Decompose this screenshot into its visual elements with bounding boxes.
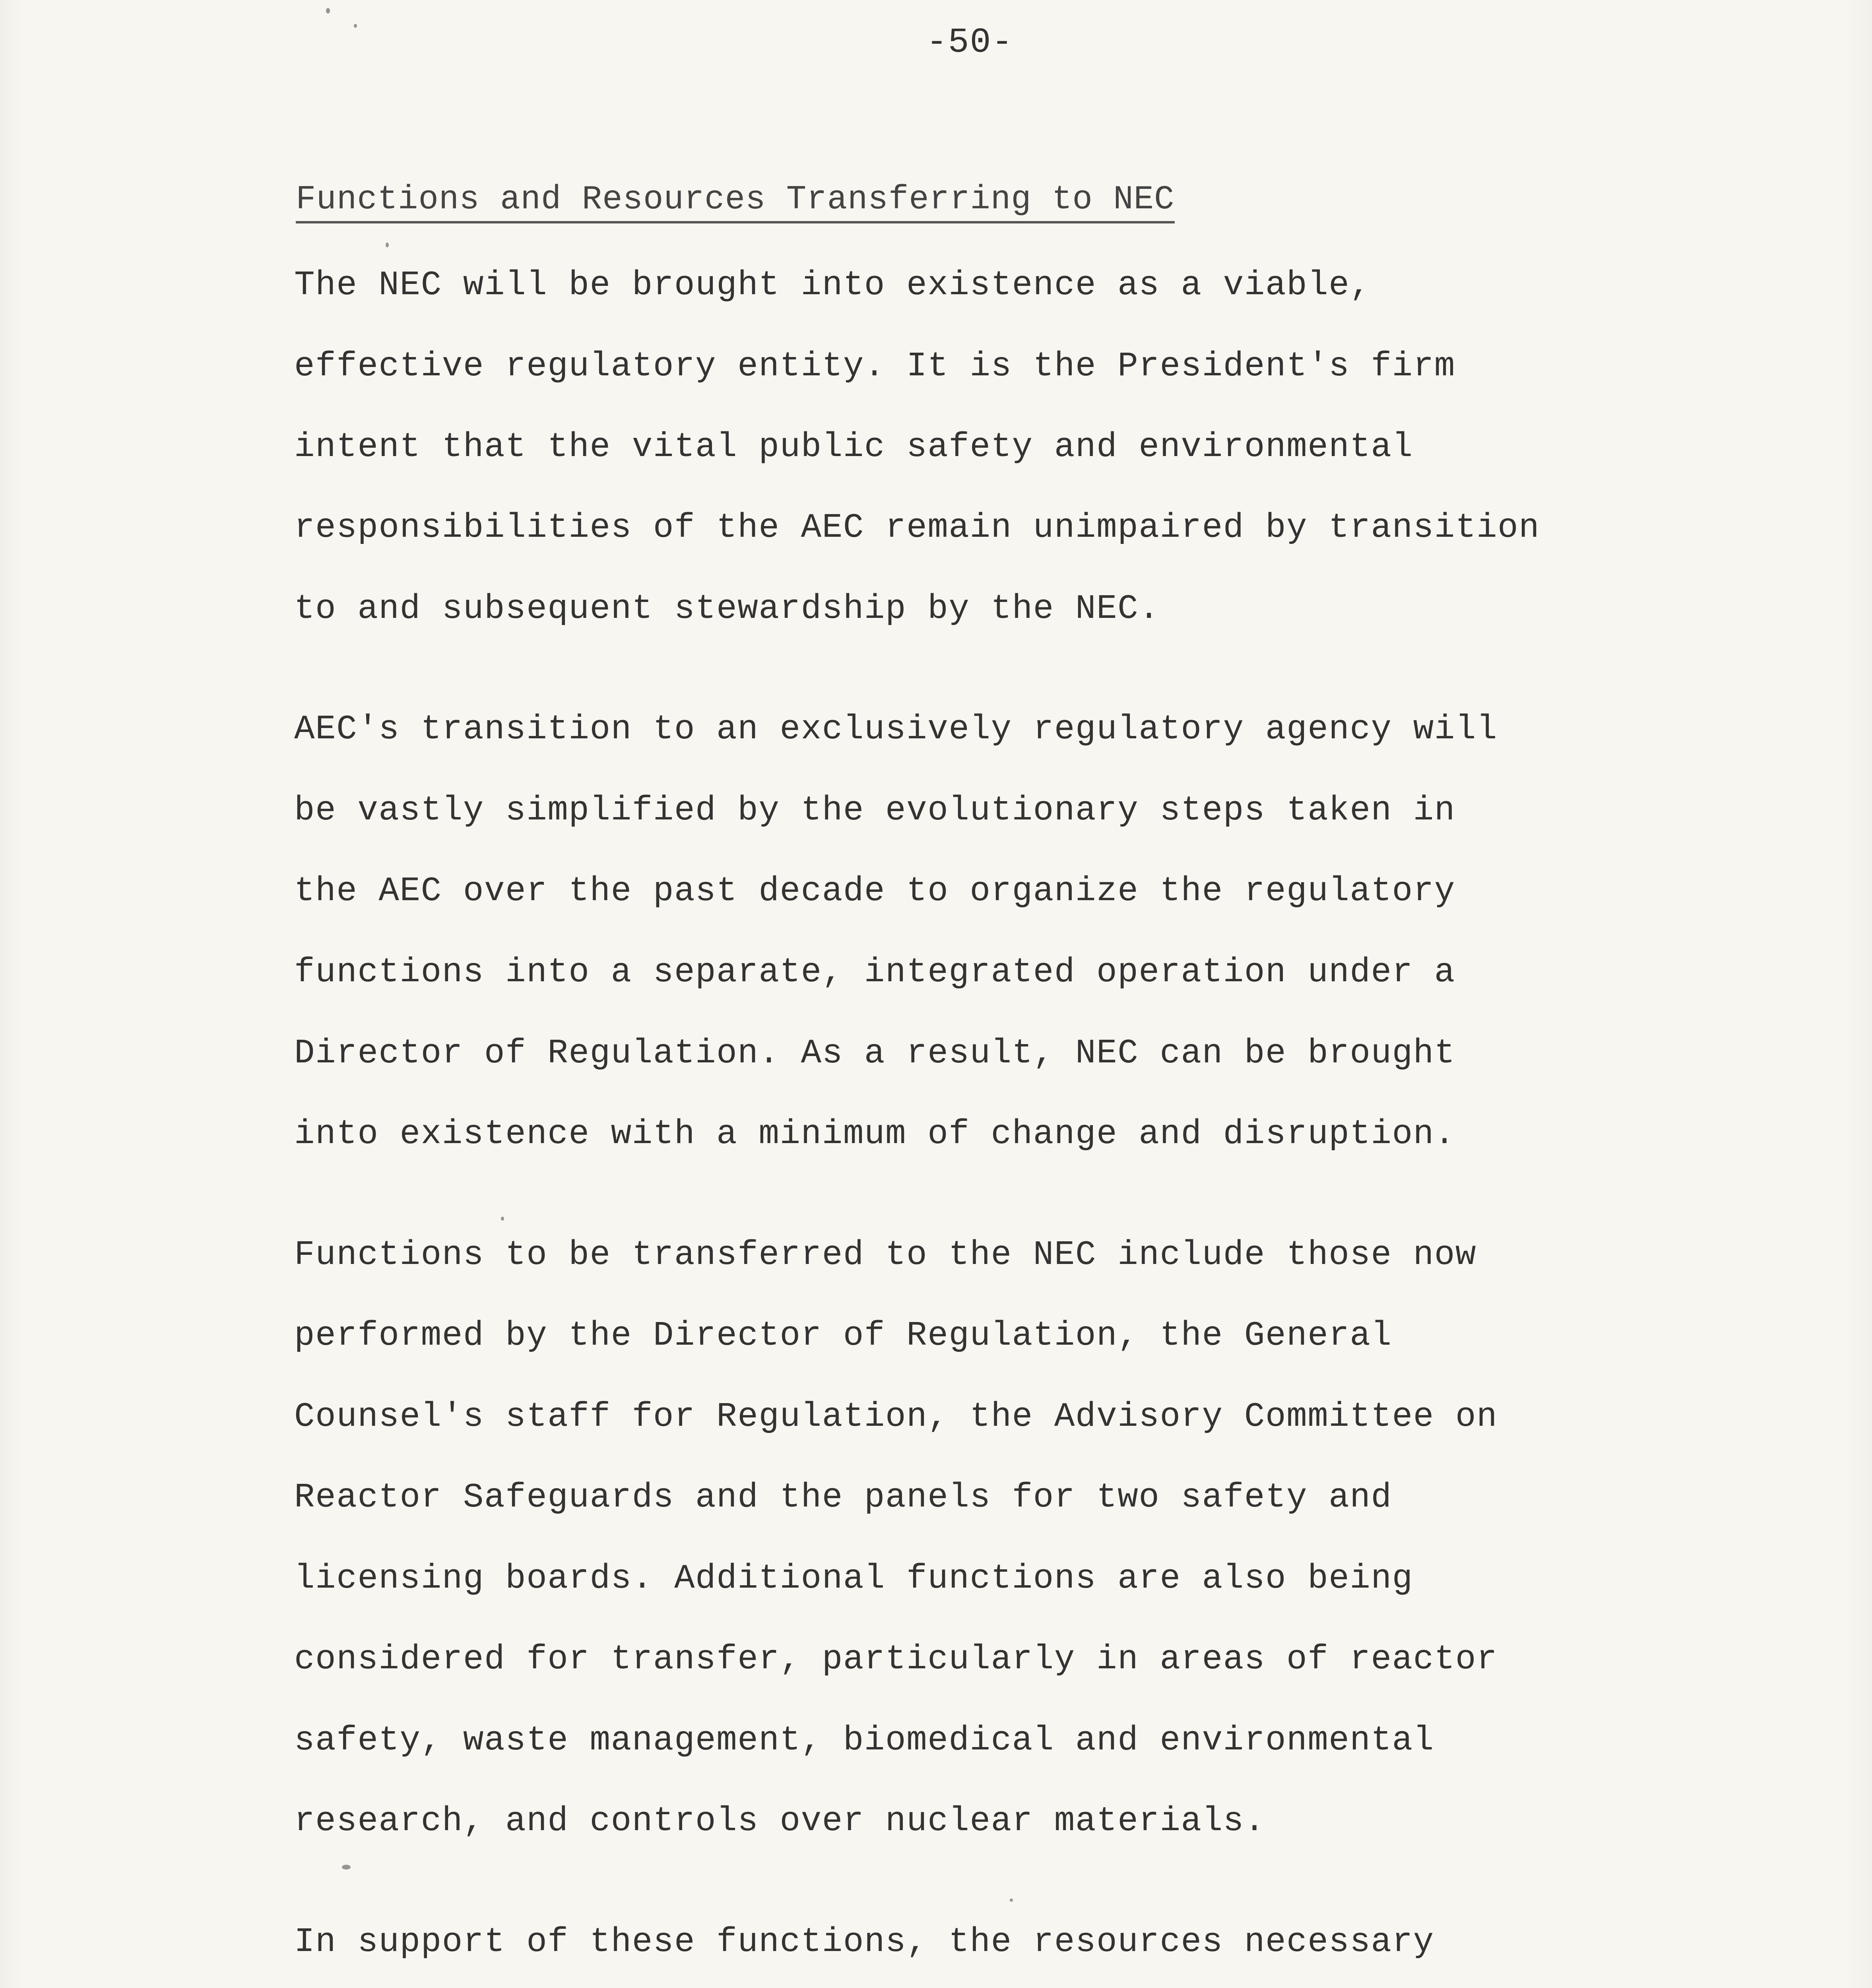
text-line: research, and controls over nuclear materials. [294, 1802, 1265, 1840]
text-line: Director of Regulation. As a result, NEC can be brought [294, 1034, 1455, 1073]
text-line: to and subsequent stewardship by the NEC. [294, 589, 1160, 628]
text-line: considered for transfer, particularly in areas of reactor [294, 1640, 1498, 1679]
text-line: effective regulatory entity. It is the President's firm [294, 347, 1455, 386]
paper-speck [354, 24, 357, 28]
text-line: be vastly simplified by the evolutionary steps taken in [294, 791, 1455, 830]
text-line: into existence with a minimum of change and disruption. [294, 1114, 1455, 1153]
text-line: Counsel's staff for Regulation, the Advisory Committee on [294, 1397, 1498, 1436]
text-line: safety, waste management, biomedical and environmental [294, 1721, 1434, 1760]
text-line: licensing boards. Additional functions are also being [294, 1559, 1413, 1598]
text-line: performed by the Director of Regulation, the General [294, 1316, 1392, 1355]
paper-speck [1010, 1899, 1013, 1902]
text-line: The NEC will be brought into existence as a viable, [294, 266, 1371, 305]
paper-speck [501, 1217, 504, 1221]
paper-speck [326, 8, 330, 14]
section-heading: Functions and Resources Transferring to NEC [296, 181, 1175, 223]
text-line: Functions to be transferred to the NEC include those now [294, 1235, 1477, 1274]
page-number: -50- [926, 23, 1014, 62]
paper-speck [342, 1865, 351, 1870]
text-line: the AEC over the past decade to organize the regulatory [294, 872, 1455, 911]
text-line: In support of these functions, the resources necessary [294, 1922, 1434, 1961]
text-line: intent that the vital public safety and environmental [294, 427, 1413, 466]
text-line: responsibilities of the AEC remain unimpaired by transition [294, 508, 1540, 547]
text-line: functions into a separate, integrated operation under a [294, 953, 1455, 992]
paper-speck [386, 243, 389, 247]
text-line: Reactor Safeguards and the panels for two safety and [294, 1478, 1392, 1517]
text-line: AEC's transition to an exclusively regulatory agency will [294, 710, 1498, 749]
